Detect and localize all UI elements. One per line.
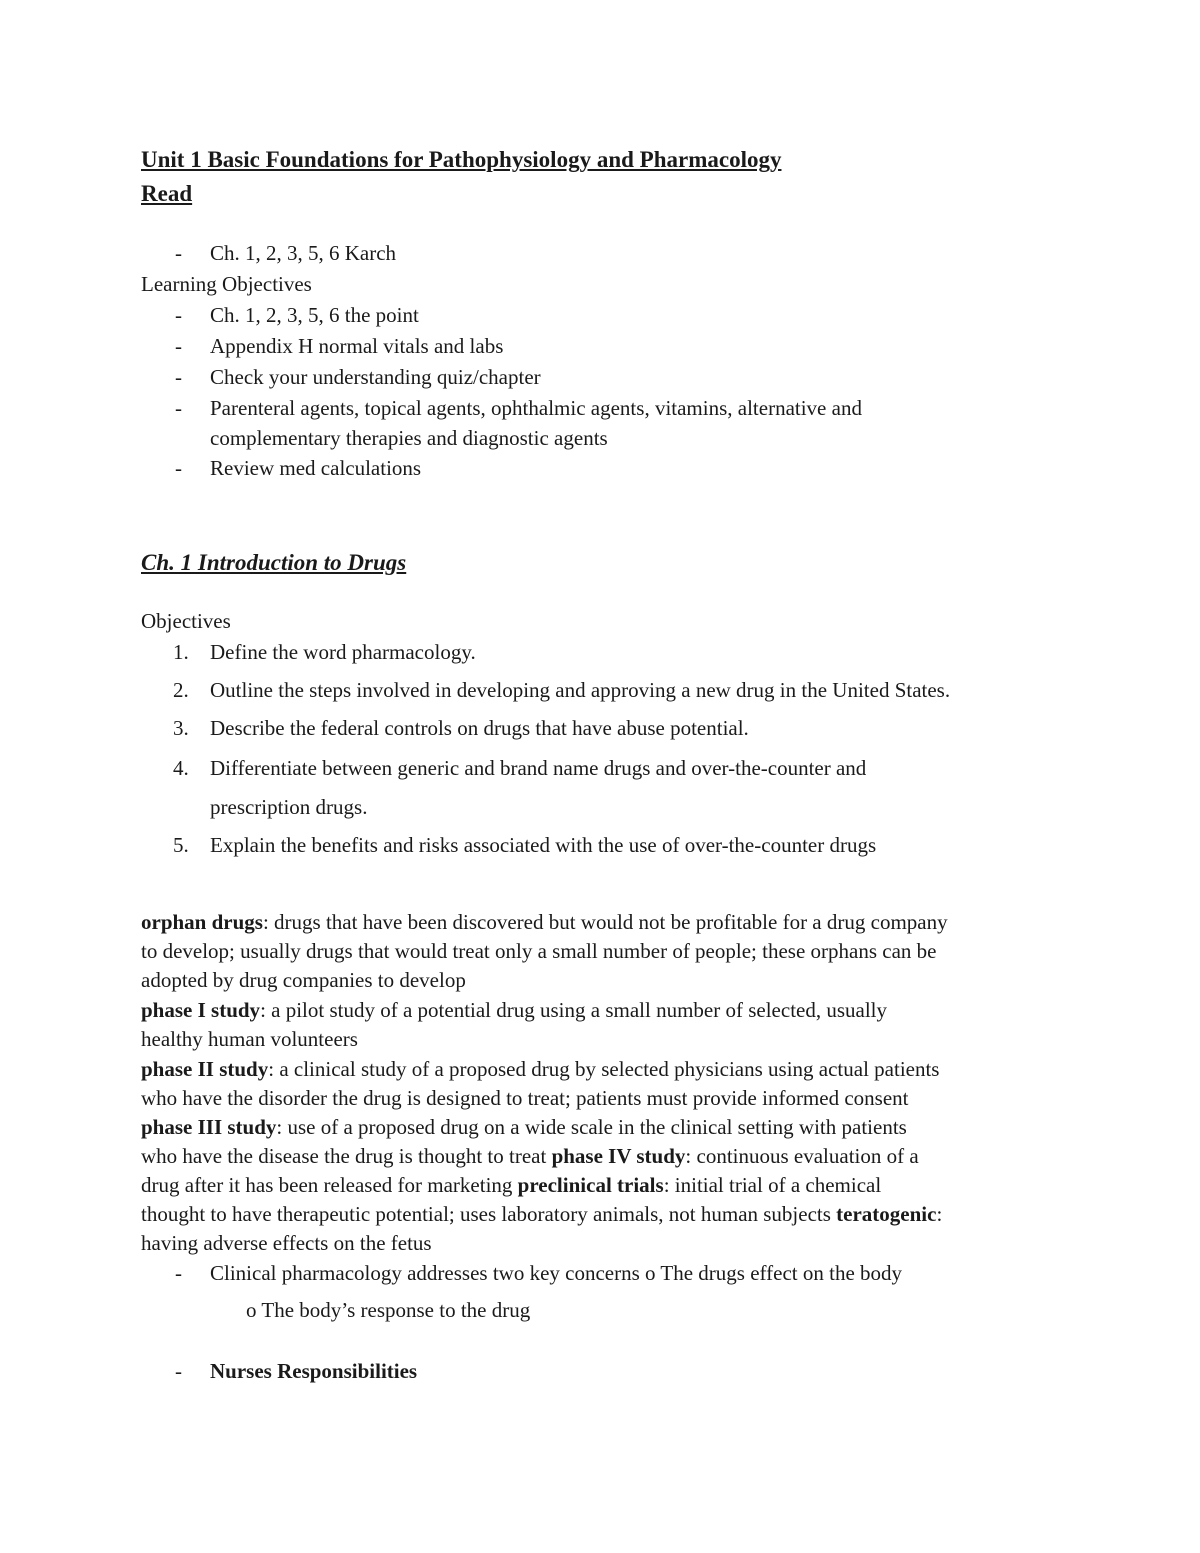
term-phase-iii-study: phase III study bbox=[141, 1115, 277, 1139]
term-phase-ii-study: phase II study bbox=[141, 1057, 269, 1081]
definition-text: : initial trial of a chemical bbox=[663, 1173, 882, 1197]
term-phase-i-study: phase I study bbox=[141, 998, 261, 1022]
learning-objective-item: Check your understanding quiz/chapter bbox=[210, 365, 541, 389]
learning-objective-item-continued: complementary therapies and diagnostic agents bbox=[210, 426, 608, 450]
learning-objective-item: Ch. 1, 2, 3, 5, 6 the point bbox=[210, 303, 419, 327]
definition-line bbox=[141, 1059, 939, 1080]
learning-objective-item: Parenteral agents, topical agents, ophthalmic agents, vitamins, alternative and bbox=[210, 396, 862, 420]
term-teratogenic: teratogenic bbox=[836, 1202, 937, 1226]
definition-line bbox=[141, 1029, 358, 1050]
definition-line bbox=[141, 1146, 919, 1167]
definition-text: : a clinical study of a proposed drug by selected physicians using actual patients bbox=[268, 1057, 940, 1081]
definition-line bbox=[141, 1000, 887, 1021]
definition-line bbox=[141, 1088, 908, 1109]
definition-text: having adverse effects on the fetus bbox=[141, 1231, 432, 1255]
bullet-dash: - bbox=[175, 1261, 182, 1285]
definition-line bbox=[141, 1233, 432, 1254]
definition-line bbox=[141, 941, 936, 962]
chapter-title: Ch. 1 Introduction to Drugs bbox=[141, 550, 407, 575]
clinical-concerns-line: Clinical pharmacology addresses two key concerns o The drugs effect on the body bbox=[210, 1261, 903, 1285]
definition-line bbox=[141, 912, 948, 933]
bullet-dash: - bbox=[175, 1359, 182, 1383]
clinical-concern-subitem: o The body’s response to the drug bbox=[246, 1298, 531, 1322]
definition-text: : drugs that have been discovered but would not be profitable for a drug company bbox=[262, 910, 948, 934]
page-title: Unit 1 Basic Foundations for Pathophysiology and Pharmacology bbox=[141, 147, 782, 172]
objective-item: Explain the benefits and risks associated with the use of over-the-counter drugs bbox=[210, 833, 877, 857]
bullet-dash: - bbox=[175, 303, 182, 327]
nurses-responsibilities-heading: Nurses Responsibilities bbox=[210, 1359, 418, 1383]
definition-line bbox=[141, 1117, 907, 1138]
definition-text: adopted by drug companies to develop bbox=[141, 968, 466, 992]
objective-number: 4. bbox=[173, 756, 189, 780]
definition-text: : continuous evaluation of a bbox=[685, 1144, 919, 1168]
learning-objectives-heading: Learning Objectives bbox=[141, 272, 312, 296]
definition-line bbox=[141, 1175, 881, 1196]
definition-text: : bbox=[936, 1202, 943, 1226]
definition-text: to develop; usually drugs that would treat only a small number of people; these orphans can be bbox=[141, 939, 937, 963]
bullet-dash: - bbox=[175, 241, 182, 265]
objective-item: Outline the steps involved in developing and approving a new drug in the United States. bbox=[210, 678, 951, 702]
definition-text: who have the disease the drug is thought to treat bbox=[141, 1144, 552, 1168]
learning-objective-item: Appendix H normal vitals and labs bbox=[210, 334, 504, 358]
bullet-dash: - bbox=[175, 396, 182, 420]
bullet-dash: - bbox=[175, 456, 182, 480]
definition-text: : a pilot study of a potential drug using a small number of selected, usually bbox=[260, 998, 888, 1022]
definition-text: who have the disorder the drug is designed to treat; patients must provide informed consent bbox=[141, 1086, 909, 1110]
objective-number: 2. bbox=[173, 678, 189, 702]
term-phase-iv-study: phase IV study bbox=[551, 1144, 686, 1168]
objectives-heading: Objectives bbox=[141, 609, 231, 633]
objective-item: Define the word pharmacology. bbox=[210, 640, 476, 664]
read-heading: Read bbox=[141, 181, 193, 206]
definition-line bbox=[141, 970, 466, 991]
objective-number: 3. bbox=[173, 716, 189, 740]
term-orphan-drugs: orphan drugs bbox=[141, 910, 263, 934]
term-preclinical-trials: preclinical trials bbox=[517, 1173, 664, 1197]
objective-number: 5. bbox=[173, 833, 189, 857]
definition-text: thought to have therapeutic potential; uses laboratory animals, not human subjects bbox=[141, 1202, 837, 1226]
definition-text: drug after it has been released for marketing bbox=[141, 1173, 518, 1197]
objective-item: Differentiate between generic and brand name drugs and over-the-counter and bbox=[210, 756, 867, 780]
definition-text: : use of a proposed drug on a wide scale in the clinical setting with patients bbox=[276, 1115, 907, 1139]
learning-objective-item: Review med calculations bbox=[210, 456, 422, 480]
objective-item-continued: prescription drugs. bbox=[210, 795, 368, 819]
bullet-dash: - bbox=[175, 365, 182, 389]
bullet-dash: - bbox=[175, 334, 182, 358]
objective-item: Describe the federal controls on drugs that have abuse potential. bbox=[210, 716, 749, 740]
read-list-item: Ch. 1, 2, 3, 5, 6 Karch bbox=[210, 241, 397, 265]
definition-text: healthy human volunteers bbox=[141, 1027, 358, 1051]
objective-number: 1. bbox=[173, 640, 189, 664]
definition-line bbox=[141, 1204, 942, 1225]
